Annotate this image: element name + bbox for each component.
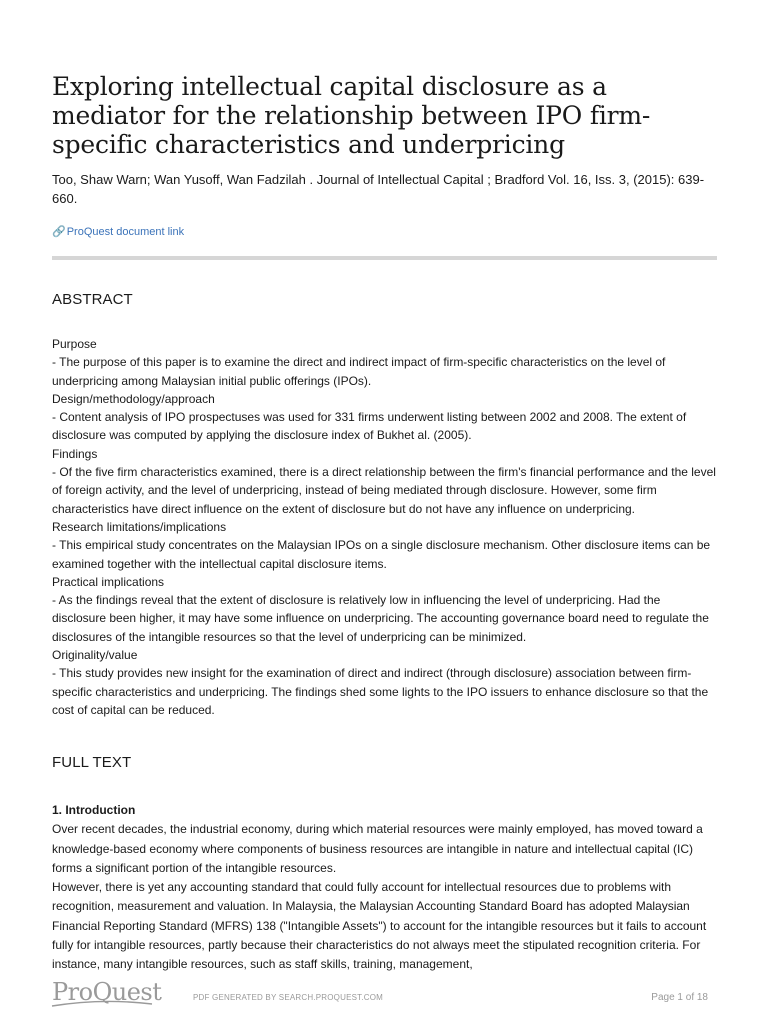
abstract-line: - As the findings reveal that the extent of disclosure is relatively low in influencing the level of underpricing. Had the disclosure been higher, it may have some influence on underpricing. The accounting governance board need to regulate the disclosures of the intangible resources so that the level of underpricing can be minimized.	[52, 593, 709, 644]
proquest-document-link-label: ProQuest document link	[66, 226, 185, 238]
fulltext-paragraph: However, there is yet any accounting standard that could fully account for intellectual resources due to problems with recognition, measurement and valuation. In Malaysia, the Malaysian Accounting Standard Board has adopted Malaysian Financial Reporting Standard (MFRS) 138 ("Intangible Assets") to account for the intangible resources but it fails to account fully for intangible resources, partly because their characteristics do not always meet the stipulated recognition criteria. For instance, many intangible resources, such as staff skills, training, management,	[52, 880, 707, 972]
abstract-line: Findings	[52, 446, 98, 461]
abstract-line: Research limitations/implications	[52, 519, 227, 534]
abstract-line: Originality/value	[52, 648, 138, 663]
document-title: Exploring intellectual capital disclosure as a mediator for the relationship between IPO firm-specific characteristics and underpricing	[52, 72, 651, 159]
abstract-line: - This study provides new insight for the examination of direct and indirect (through disclosure) association between firm-specific characteristics and underpricing. The findings shed some lights to the IPO issuers to enhance disclosure so that the cost of capital can be reduced.	[52, 666, 709, 717]
abstract-heading: ABSTRACT	[52, 291, 133, 308]
page-number: Page 1 of 18	[651, 992, 708, 1003]
proquest-document-link[interactable]	[52, 225, 184, 238]
abstract-line: Purpose	[52, 337, 97, 351]
abstract-line: - Of the five firm characteristics examined, there is a direct relationship between the firm's financial performance and the level of foreign activity, and the level of underpricing, instead of being mediated through disclosure. However, some firm characteristics have direct influence on the extent of disclosure but do not have any influence on underpricing.	[52, 465, 716, 516]
fulltext-paragraph: Over recent decades, the industrial economy, during which material resources were mainly employed, has moved toward a knowledge-based economy where components of business resources are intangible in nature and intellectual capital (IC) forms a significant portion of the intangible resources.	[52, 822, 703, 875]
abstract-line: - This empirical study concentrates on the Malaysian IPOs on a single disclosure mechanism. Other disclosure items can be examined together with the intellectual capital disclosure items.	[52, 538, 711, 571]
abstract-line: Design/methodology/approach	[52, 391, 215, 406]
abstract-line: - Content analysis of IPO prospectuses was used for 331 firms underwent listing between 2002 and 2008. The extent of disclosure was computed by applying the disclosure index of Bukhet al. (2005).	[52, 410, 687, 443]
citation: Too, Shaw Warn; Wan Yusoff, Wan Fadzilah . Journal of Intellectual Capital ; Bradford Vol. 16, Iss. 3, (2015): 639-660.	[52, 172, 705, 206]
generated-by-label: PDF GENERATED BY SEARCH.PROQUEST.COM	[193, 993, 384, 1002]
introduction-heading: 1. Introduction	[52, 803, 136, 817]
fulltext-heading: FULL TEXT	[52, 754, 132, 771]
link-icon: 🔗	[52, 226, 66, 238]
abstract-line: Practical implications	[52, 574, 165, 589]
page-footer	[0, 972, 768, 1024]
logo-swoosh-icon	[50, 1000, 154, 1008]
fulltext-body	[52, 801, 717, 975]
header-divider	[52, 256, 717, 260]
abstract-line: - The purpose of this paper is to examine the direct and indirect impact of firm-specific characteristics on the level of underpricing among Malaysian initial public offerings (IPOs).	[52, 355, 666, 388]
proquest-logo: ProQuest	[52, 978, 162, 1006]
abstract-body	[52, 335, 717, 719]
